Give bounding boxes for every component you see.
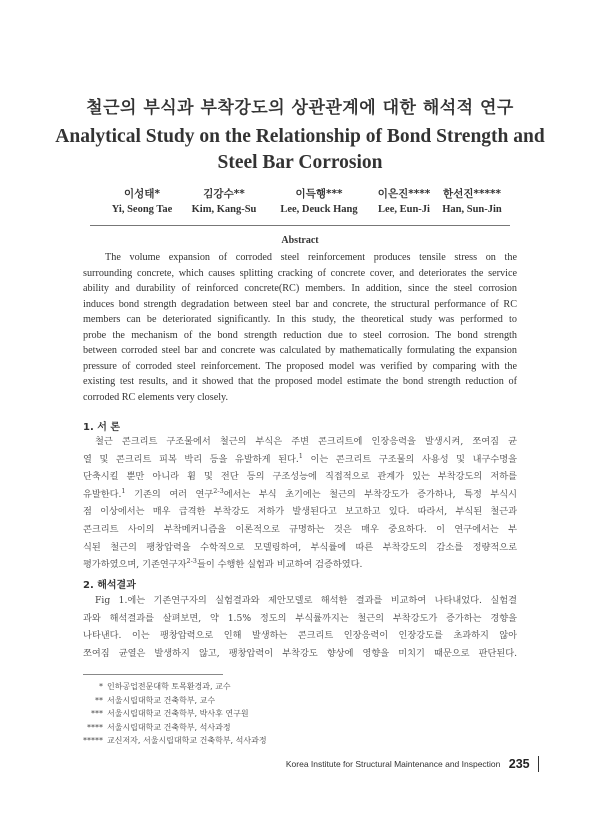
body-line: 과와 해석결과를 살펴보면, 약 1.5% 정도의 부식률까지는 철근의 부착강도가 증가하는 경향을 (83, 612, 517, 624)
body-text: 이는 콘크리트 구조물의 사용성 및 내구수명을 (302, 453, 517, 465)
body-line: 점 이상에서는 매우 급격한 부착강도 저하가 발생된다고 보고하고 있다. 따라서, 부식된 철근과 (83, 506, 517, 518)
footnote-text: 서울시립대학교 건축학부, 석사과정 (107, 722, 231, 732)
abstract-line: ability and durability of reinforced concrete(RC) members. In addition, since the steel corrosion (83, 283, 517, 294)
footnote (83, 694, 503, 708)
body-line: 단축시킬 뿐만 아니라 휨 및 전단 등의 구조성능에 직접적으로 관계가 있는 부착강도의 저하를 (83, 471, 517, 483)
footnote-rule (83, 674, 223, 675)
citation: 1 (121, 486, 126, 495)
abstract-line: probe the mechanism of the bond strength reduction due to steel corrosion. The bond strength (83, 329, 517, 341)
author-1 (100, 187, 184, 218)
title-korean: 철근의 부식과 부착강도의 상관관계에 대한 해석적 연구 (86, 98, 514, 118)
footnote (83, 721, 503, 735)
footnote-mark: **** (87, 722, 103, 732)
abstract-line: existing test results, and it showed that the proposed model estimate the bond strength reduction of (83, 376, 517, 387)
section-2-body (83, 592, 517, 662)
page-number: 235 (508, 757, 530, 771)
body-line (83, 556, 517, 574)
author-4-name-kr: 이은진**** (377, 188, 431, 200)
body-line: 나타낸다. 이는 팽창압력으로 인해 발생하는 콘크리트 인장응력이 인장강도를 초과하지 않아 (83, 630, 517, 642)
author-2-name-kr: 김강수** (203, 188, 245, 200)
abstract-line: pressure of corroded steel reinforcement. The proposed model was verified by comparing with the (83, 360, 517, 372)
footnote (83, 680, 503, 694)
body-text: 유발한다. (83, 488, 122, 500)
footnote-mark: * (99, 682, 103, 691)
author-3-name-kr: 이득행*** (295, 188, 343, 200)
abstract-body (83, 250, 517, 405)
citation: 2-3 (186, 557, 197, 566)
body-line: 콘크리트 사이의 부착메커니즘을 이론적으로 규명하는 것은 매우 중요하다. 이 연구에서는 부 (83, 523, 517, 535)
footnote-mark: ** (95, 695, 103, 705)
footnote-text: 서울시립대학교 건축학부, 박사후 연구원 (107, 709, 249, 718)
footnote-mark: *** (91, 709, 103, 718)
title-english-line1: Analytical Study on the Relationship of Bond Strength and (55, 126, 545, 147)
abstract-line: The volume expansion of corroded steel reinforcement produces tensile stress on the (105, 252, 517, 263)
author-5-name-en: Han, Sun-Jin (442, 204, 502, 215)
footnote-text: 인하공업전문대학 토목환경과, 교수 (107, 682, 231, 691)
author-5 (424, 187, 520, 218)
author-3-name-en: Lee, Deuck Hang (280, 204, 358, 215)
abstract-line: members can be deteriorated significantly. In this study, the theoretical study was performed to (83, 314, 517, 325)
author-1-name-kr: 이성태* (124, 188, 160, 200)
author-1-name-en: Yi, Seong Tae (111, 204, 173, 215)
citation: 2-3 (213, 486, 224, 495)
body-line (83, 486, 517, 504)
body-text: 열 및 콘크리트 피복 박리 등을 유발하게 된다. (83, 453, 299, 465)
section-1-heading: 1. 서 론 (83, 422, 121, 433)
title-english-line2: Steel Bar Corrosion (217, 152, 383, 173)
footnotes (83, 680, 503, 748)
abstract-heading: Abstract (281, 235, 319, 246)
citation: 1 (298, 451, 303, 460)
author-5-name-kr: 한선진***** (443, 188, 501, 200)
body-line: 철근 콘크리트 구조물에서 철근의 부식은 주변 콘크리트에 인장응력을 발생시켜, 쪼여짐 균 (95, 436, 517, 447)
footnote-text: 교신저자, 서울시립대학교 건축학부, 석사과정 (107, 736, 267, 745)
body-line (83, 451, 517, 469)
abstract-line: between corroded steel bar and concrete was calculated by mathematically formulating the expansion (83, 345, 517, 356)
title-english (40, 124, 560, 176)
abstract-line: surrounding concrete, which causes splitting cracking of concrete cover, and deteriorates the service (83, 267, 517, 279)
author-2 (182, 187, 266, 218)
footer-divider (538, 756, 539, 772)
footnote-mark: ***** (83, 736, 103, 745)
footnote (83, 707, 503, 721)
body-text: 기존의 여러 연구 (125, 488, 214, 500)
abstract-line: induces bond strength degradation between steel bar and concrete, the structural performance of RC (83, 298, 517, 310)
body-line: 쪼여짐 균열은 발생하지 않고, 팽창압력이 부착강도 향상에 영향을 미치기 때문으로 판단된다. (83, 647, 517, 659)
body-line: 식된 철근의 팽창압력을 수학적으로 모델링하여, 부식률에 따른 부착강도의 감소를 정량적으로 (83, 541, 517, 553)
footnote (83, 734, 503, 748)
page-footer (286, 756, 539, 772)
footer-institute: Korea Institute for Structural Maintenance and Inspection (285, 759, 501, 769)
body-line: Fig 1.에는 기존연구자의 실험결과와 제안모델로 해석한 결과를 비교하여 나타내었다. 실험결 (95, 595, 517, 606)
author-list (100, 187, 520, 223)
section-2-heading: 2. 해석결과 (83, 580, 136, 591)
body-text: 에서는 부식 초기에는 철근의 부착강도가 증가하나, 특정 부식시 (223, 488, 517, 500)
author-4-name-en: Lee, Eun-Ji (378, 204, 430, 215)
author-3 (272, 187, 366, 218)
header-rule (90, 225, 510, 226)
section-1-body (83, 433, 517, 574)
body-text: 평가하였으며, 기존연구자 (83, 559, 187, 571)
body-text: 들이 수행한 실험과 비교하여 검증하였다. (196, 559, 363, 571)
footnote-text: 서울시립대학교 건축학부, 교수 (107, 695, 216, 705)
abstract-line: corroded RC elements very closely. (83, 391, 229, 403)
author-2-name-en: Kim, Kang-Su (191, 204, 257, 215)
